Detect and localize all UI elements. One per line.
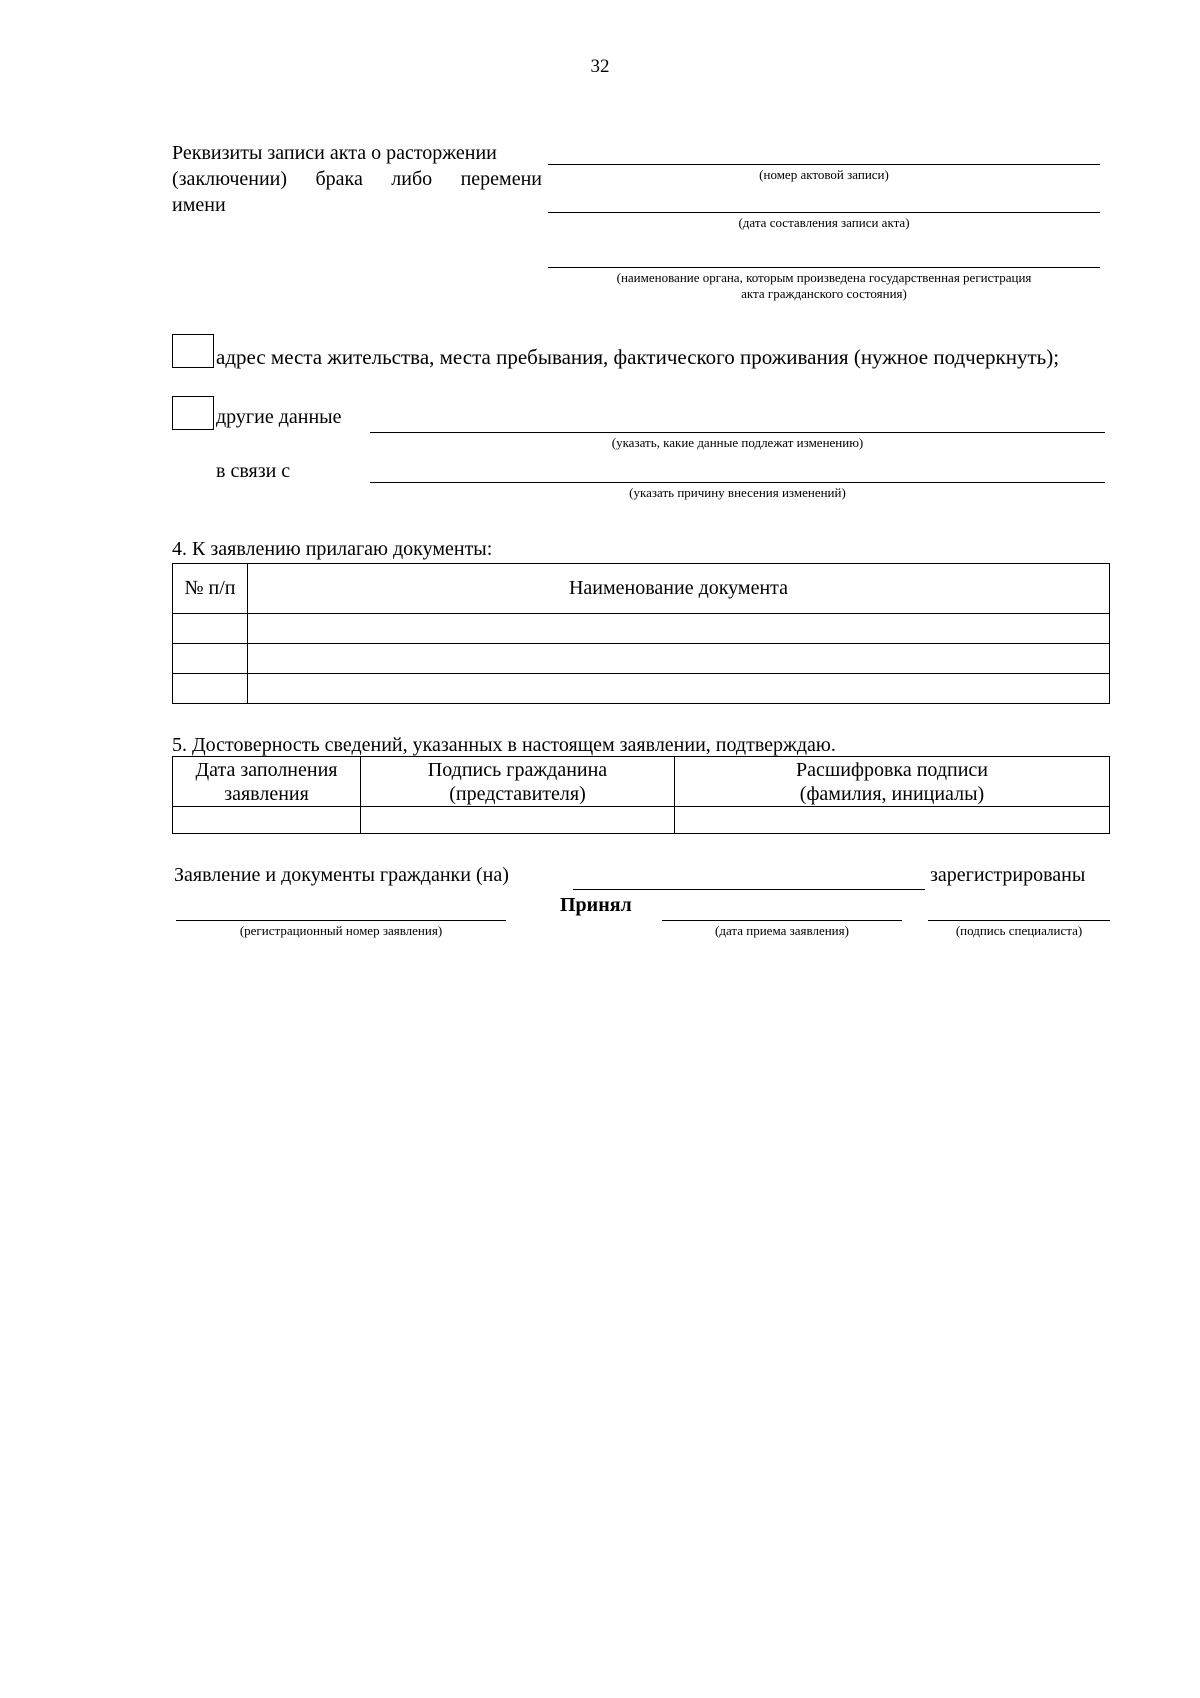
row-number-cell[interactable]	[173, 644, 248, 674]
act-number-caption: (номер актовой записи)	[759, 167, 889, 182]
other-data-caption: (указать, какие данные подлежат изменению)	[611, 435, 864, 450]
specialist-signature-field[interactable]	[928, 920, 1110, 921]
act-number-field[interactable]	[548, 164, 1100, 165]
reg-number-field[interactable]	[176, 920, 506, 921]
table-row	[173, 674, 1110, 704]
row-document-cell[interactable]	[248, 644, 1110, 674]
page-number: 32	[590, 56, 610, 77]
address-option-label: адрес места жительства, места пребывания, фактического проживания (нужное подчеркнуть);	[216, 345, 1060, 369]
col-header-signature-line2: (представителя)	[449, 782, 586, 805]
section4-title: 4. К заявлению прилагаю документы:	[172, 538, 493, 560]
registration-organ-caption-line2: акта гражданского состояния)	[741, 286, 907, 301]
confirmation-table-header	[173, 757, 1110, 807]
acceptance-date-field[interactable]	[662, 920, 902, 921]
confirmation-table	[172, 756, 1110, 834]
registration-text-right: зарегистрированы	[930, 864, 1086, 886]
row-document-cell[interactable]	[248, 674, 1110, 704]
table-row	[173, 614, 1110, 644]
act-date-caption: (дата составления записи акта)	[738, 215, 910, 230]
act-record-label-line1: Реквизиты записи акта о расторжении	[172, 142, 497, 164]
col-header-signature	[361, 757, 675, 807]
col-header-signature-decoding-line1: Расшифровка подписи	[796, 758, 988, 781]
signature-decoding-cell[interactable]	[675, 807, 1110, 834]
registration-organ-caption	[548, 270, 1100, 302]
other-data-checkbox[interactable]	[172, 396, 214, 430]
act-record-label-line3: имени	[172, 194, 226, 216]
col-header-signature-line1: Подпись гражданина	[427, 758, 608, 781]
act-record-label-line2: (заключении) брака либо перемени	[172, 168, 542, 190]
registration-organ-caption-line1: (наименование органа, которым произведена государственная регистрация	[616, 270, 1032, 285]
signature-cell[interactable]	[361, 807, 675, 834]
reason-field[interactable]	[370, 482, 1105, 483]
specialist-signature-caption: (подпись специалиста)	[955, 923, 1083, 938]
table-row	[173, 644, 1110, 674]
accepted-label: Принял	[560, 894, 632, 916]
col-header-signature-decoding	[675, 757, 1110, 807]
row-number-cell[interactable]	[173, 674, 248, 704]
table-row	[173, 807, 1110, 834]
documents-table	[172, 563, 1110, 704]
registration-organ-field[interactable]	[548, 267, 1100, 268]
row-document-cell[interactable]	[248, 614, 1110, 644]
col-header-signature-decoding-line2: (фамилия, инициалы)	[799, 782, 985, 805]
row-number-cell[interactable]	[173, 614, 248, 644]
other-data-label: другие данные	[216, 406, 342, 428]
fill-date-cell[interactable]	[173, 807, 361, 834]
col-header-fill-date	[173, 757, 361, 807]
act-date-field[interactable]	[548, 212, 1100, 213]
act-record-label	[172, 140, 542, 218]
citizen-name-field[interactable]	[573, 889, 925, 890]
registration-text-left: Заявление и документы гражданки (на)	[174, 864, 509, 886]
col-header-fill-date-line2: заявления	[224, 782, 309, 805]
col-header-fill-date-line1: Дата заполнения	[195, 758, 338, 781]
reg-number-caption: (регистрационный номер заявления)	[239, 923, 443, 938]
reason-caption: (указать причину внесения изменений)	[629, 485, 846, 500]
reason-label: в связи с	[216, 460, 291, 482]
other-data-field[interactable]	[370, 432, 1105, 433]
address-checkbox[interactable]	[172, 334, 214, 368]
acceptance-date-caption: (дата приема заявления)	[715, 923, 849, 938]
col-header-number: № п/п	[173, 564, 248, 614]
col-header-document-name: Наименование документа	[248, 564, 1110, 614]
section5-title: 5. Достоверность сведений, указанных в настоящем заявлении, подтверждаю.	[172, 734, 836, 756]
documents-table-header	[173, 564, 1110, 614]
